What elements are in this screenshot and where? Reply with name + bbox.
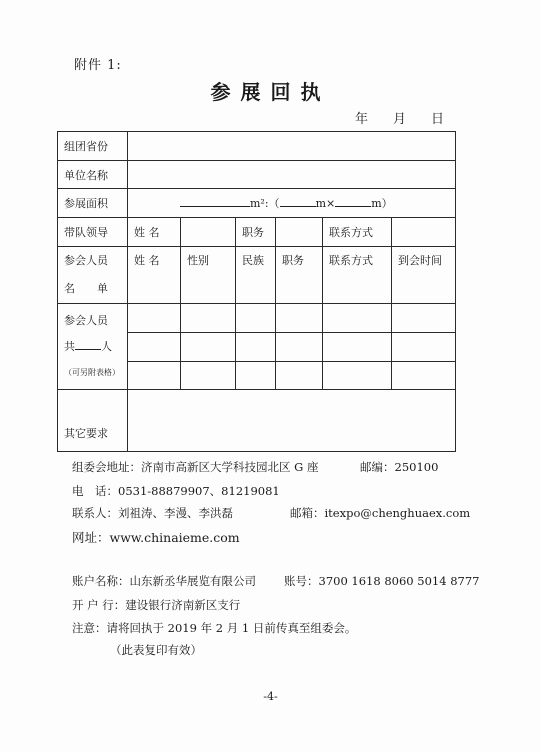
page-title: 参展回执 [210, 80, 331, 104]
attendee-cell[interactable] [276, 304, 323, 333]
address-label: 组委会地址： [72, 460, 141, 474]
total-count-line: 共 人 [64, 339, 112, 353]
attendee-cell[interactable] [236, 333, 276, 362]
attendee-cell[interactable] [181, 362, 236, 390]
area-unit: m² [250, 197, 265, 210]
table-row [58, 218, 456, 247]
area-open: :（ [264, 197, 280, 210]
attendee-cell[interactable] [181, 333, 236, 362]
attendee-cell[interactable] [323, 362, 392, 390]
attendee-cell[interactable] [236, 362, 276, 390]
attendee-cell[interactable] [276, 333, 323, 362]
attendee-cell[interactable] [128, 362, 181, 390]
account-name-label: 账户名称： [72, 574, 130, 588]
area-times: × [326, 197, 336, 210]
date-day: 日 [431, 112, 445, 127]
phone-label: 电 话： [72, 484, 118, 498]
date-month: 月 [393, 112, 407, 127]
attendee-total-label [58, 304, 128, 390]
email-label: 邮箱： [290, 506, 325, 520]
postcode-label: 邮编： [360, 460, 395, 474]
table-row [58, 132, 456, 161]
annex-label: 附件 1: [74, 58, 122, 73]
account-number-value: 3700 1618 8060 5014 8777 [318, 574, 480, 588]
account-line [72, 573, 480, 589]
attendee-label-line-1: 参会人员 [64, 254, 108, 267]
date-line [355, 108, 469, 127]
attendee-cell[interactable] [392, 362, 456, 390]
leader-label: 带队领导 [58, 218, 128, 247]
notice-text: 注意：请将回执于 2019 年 2 月 1 日前传真至组委会。 [72, 621, 357, 635]
contact-person-value: 刘祖涛、李漫、李洪磊 [118, 506, 233, 520]
table-row [58, 247, 456, 304]
leader-contact-label: 联系方式 [323, 218, 392, 247]
email-group [290, 505, 470, 521]
attendee-cell[interactable] [323, 304, 392, 333]
col-position-header: 职务 [276, 247, 323, 304]
attendee-cell[interactable] [276, 362, 323, 390]
leader-position-field[interactable] [276, 218, 323, 247]
attendee-cell[interactable] [181, 304, 236, 333]
postcode-value: 250100 [394, 460, 439, 474]
date-year: 年 [355, 112, 369, 127]
attendee-cell[interactable] [128, 333, 181, 362]
area-m-2: m [371, 197, 382, 210]
total-count-blank[interactable] [75, 339, 101, 350]
attendee-list-label [58, 247, 128, 304]
attendee-cell[interactable] [128, 304, 181, 333]
registration-form-table [57, 131, 456, 452]
bank-line [72, 597, 240, 613]
col-ethnicity-header: 民族 [236, 247, 276, 304]
table-row [58, 161, 456, 189]
area-total-blank[interactable] [180, 196, 250, 207]
table-row [58, 304, 456, 333]
area-m-1: m [315, 197, 326, 210]
address-line [72, 459, 439, 475]
copy-valid-note: （此表复印有效） [110, 643, 202, 657]
page-number: -4- [263, 690, 278, 703]
account-number-label: 账号： [284, 574, 319, 588]
leader-position-label: 职务 [236, 218, 276, 247]
attendee-label-line-2: 名 单 [64, 282, 108, 295]
province-field[interactable] [128, 132, 456, 161]
bank-value: 建设银行济南新区支行 [125, 598, 241, 612]
unit-name-label: 单位名称 [58, 161, 128, 189]
attendee-cell[interactable] [392, 304, 456, 333]
province-label: 组团省份 [58, 132, 128, 161]
area-close: ） [381, 197, 393, 210]
total-label-line-1: 参会人员 [64, 313, 108, 327]
contact-person-line [72, 505, 471, 521]
phone-value: 0531-88879907、81219081 [118, 484, 280, 498]
area-field[interactable] [128, 189, 456, 218]
col-contact-header: 联系方式 [323, 247, 392, 304]
postcode-group [360, 459, 438, 475]
col-arrival-header: 到会时间 [392, 247, 456, 304]
phone-line [72, 483, 280, 499]
total-note: （可另附表格） [64, 367, 120, 377]
website-line [72, 528, 240, 546]
website-link[interactable]: www.chinaieme.com [109, 530, 240, 545]
col-gender-header: 性别 [181, 247, 236, 304]
table-row [58, 390, 456, 452]
account-name-value: 山东新丞华展览有限公司 [129, 574, 256, 588]
other-requirements-field[interactable] [128, 390, 456, 452]
email-value[interactable]: itexpo@chenghuaex.com [324, 506, 471, 520]
area-label: 参展面积 [58, 189, 128, 218]
account-number-group [284, 573, 479, 589]
col-name-header: 姓 名 [128, 247, 181, 304]
area-length-blank[interactable] [280, 196, 316, 207]
area-width-blank[interactable] [335, 196, 371, 207]
address-value: 济南市高新区大学科技园北区 G 座 [141, 460, 319, 474]
attendee-cell[interactable] [236, 304, 276, 333]
unit-name-field[interactable] [128, 161, 456, 189]
leader-name-field[interactable] [181, 218, 236, 247]
leader-name-label: 姓 名 [128, 218, 181, 247]
bank-label: 开 户 行： [72, 598, 126, 612]
attendee-cell[interactable] [323, 333, 392, 362]
table-row [58, 189, 456, 218]
contact-person-label: 联系人： [72, 506, 118, 520]
attendee-cell[interactable] [392, 333, 456, 362]
leader-contact-field[interactable] [392, 218, 456, 247]
website-label: 网址： [72, 530, 110, 545]
other-requirements-label: 其它要求 [58, 390, 128, 452]
